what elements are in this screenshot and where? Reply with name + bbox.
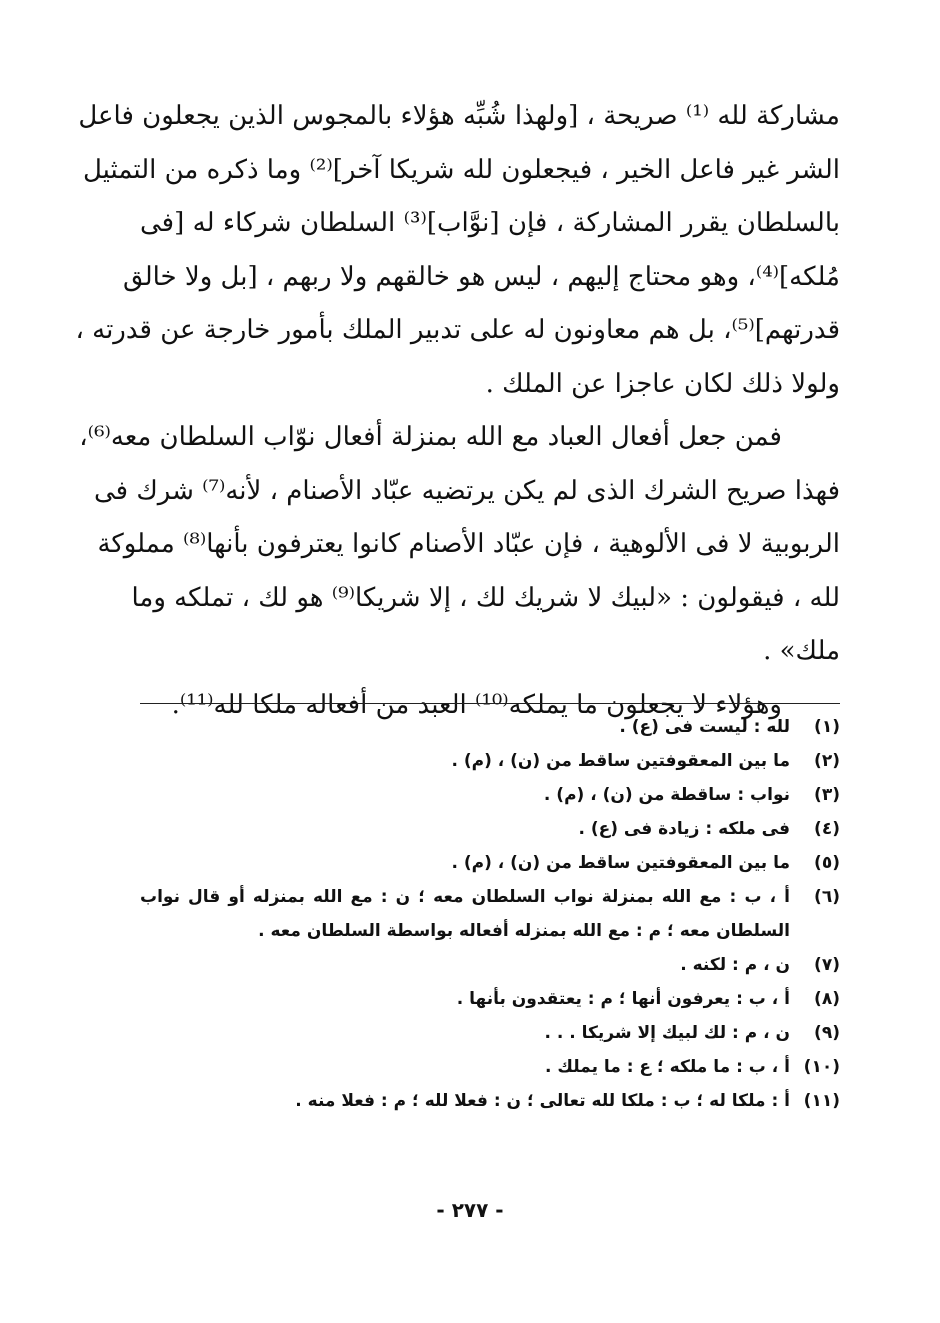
footnotes <box>140 710 840 1118</box>
footnote-number: (٣) <box>814 785 840 805</box>
text-line: فمن جعل أفعال العباد مع الله بمنزلة أفعال نوّاب السلطان معه⁽⁶⁾، <box>79 422 782 452</box>
text-line: ولولا ذلك لكان عاجزا عن الملك . <box>485 368 840 399</box>
footnote-number: (١١) <box>803 1091 840 1111</box>
footnote-number: (٢) <box>814 751 840 771</box>
footnote-text: نواب : ساقطة من (ن) ، (م) . <box>543 785 790 805</box>
text-line: الشر غير فاعل الخير ، فيجعلون لله شريكا آخر]⁽²⁾ وما ذكره من التمثيل <box>82 154 840 185</box>
footnote-number: (٩) <box>814 1023 840 1043</box>
footnote-text: ما بين المعقوفتين ساقط من (ن) ، (م) . <box>451 853 790 873</box>
footnote-text: لله : ليست فى (ع) . <box>619 717 790 737</box>
footnote <box>140 710 840 744</box>
footnote <box>140 744 840 778</box>
footnote <box>140 1084 840 1118</box>
page-number: - ٢٧٧ - <box>436 1198 504 1222</box>
footnote-number: (٨) <box>814 989 840 1009</box>
footnote-text: أ ، ب : يعرفون أنها ؛ م : يعتقدون بأنها . <box>456 989 790 1009</box>
footnote-text: أ ، ب : ما ملكه ؛ ع : ما يملك . <box>545 1057 790 1077</box>
footnote-number: (١٠) <box>803 1057 840 1077</box>
footnote-text: ن ، م : لكنه . <box>680 955 790 975</box>
footnote <box>140 948 840 982</box>
footnote-text: أ : ملكا له ؛ ب : ملكا لله تعالى ؛ ن : فعلا لله ؛ م : فعلا منه . <box>295 1091 790 1111</box>
footnote-divider <box>140 703 840 704</box>
text-line: فهذا صريح الشرك الذى لم يكن يرتضيه عبّاد الأصنام ، لأنه⁽⁷⁾ شرك فى <box>93 475 840 506</box>
text-line: بالسلطان يقرر المشاركة ، فإن [نوَّاب]⁽³⁾ السلطان شركاء له [فى <box>140 208 841 238</box>
footnote <box>140 982 840 1016</box>
footnote-text: ن ، م : لك لبيك إلا شريكا . . . <box>544 1023 790 1043</box>
footnote-text: ما بين المعقوفتين ساقط من (ن) ، (م) . <box>451 751 790 771</box>
footnote-number: (٤) <box>814 819 840 839</box>
footnote-number: (١) <box>814 717 840 737</box>
text-line: الربوبية لا فى الألوهية ، فإن عبّاد الأصنام كانوا يعترفون بأنها⁽⁸⁾ مملوكة <box>97 529 840 559</box>
text-line: لله ، فيقولون : «لبيك لا شريك لك ، إلا شريكا⁽⁹⁾ هو لك ، تملكه وما <box>131 582 840 613</box>
main-text <box>75 90 841 732</box>
footnote-number: (٥) <box>814 853 840 873</box>
text-line: مُلكه]⁽⁴⁾، وهو محتاج إليهم ، ليس هو خالقهم ولا ربهم ، [بل ولا خالق <box>123 261 840 292</box>
text-line: قدرتهم]⁽⁵⁾، بل هم معاونون له على تدبير الملك بأمور خارجة عن قدرته ، <box>75 315 840 345</box>
footnote <box>140 812 840 846</box>
footnote <box>140 1016 840 1050</box>
footnote-text: أ ، ب : مع الله بمنزلة نواب السلطان معه ؛ ن : مع الله بمنزله أو قال نواب السلطان معه ؛ م : مع الله بمنزله أفعاله بواسطة السلطان معه . <box>140 887 790 941</box>
text-line: مشاركة لله ⁽¹⁾ صريحة ، [ولهذا شُبِّه هؤلاء بالمجوس الذين يجعلون فاعل <box>78 101 840 131</box>
footnote <box>140 778 840 812</box>
text-line: وهؤلاء لا يجعلون ما يملكه⁽¹⁰⁾ العبد من أفعاله ملكا لله⁽¹¹⁾. <box>171 689 782 720</box>
footnote-number: (٧) <box>814 955 840 975</box>
footnote <box>140 1050 840 1084</box>
footnote <box>140 846 840 880</box>
text-line: ملك» . <box>763 636 840 666</box>
footnote-number: (٦) <box>814 887 840 907</box>
footnote-text: فى ملكه : زيادة فى (ع) . <box>578 819 790 839</box>
footnote <box>140 880 840 948</box>
